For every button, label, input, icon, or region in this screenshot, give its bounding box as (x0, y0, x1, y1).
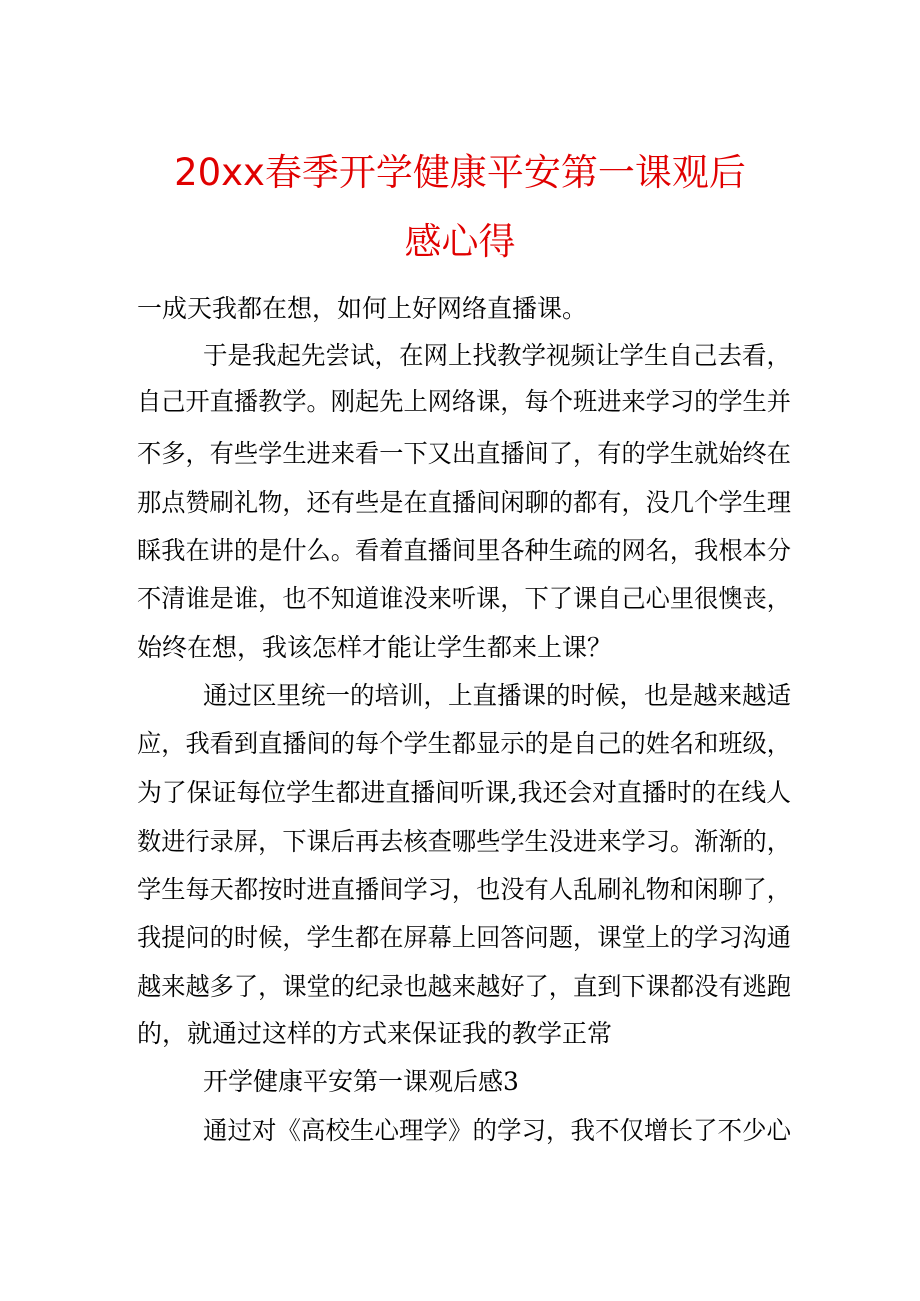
body-line: 那点赞刷礼物，还有些是在直播间闲聊的都有，没几个学生理 (137, 488, 792, 517)
body-line: 始终在想，我该怎样才能让学生都来上课？ (137, 633, 613, 662)
body-line: 于是我起先尝试，在网上找教学视频让学生自己去看， (203, 341, 792, 370)
document-title-line-1: 20xx春季开学健康平安第一课观后 (174, 151, 746, 194)
body-line: 通过区里统一的培训，上直播课的时候，也是越来越适 (203, 681, 792, 710)
body-line: 一成天我都在想，如何上好网络直播课。 (137, 294, 588, 323)
body-line: 我提问的时候，学生都在屏幕上回答问题，课堂上的学习沟通 (137, 923, 792, 952)
body-line: 通过对《高校生心理学》的学习，我不仅增长了不少心 (203, 1116, 792, 1145)
section-heading: 开学健康平安第一课观后感3 (203, 1067, 519, 1096)
body-line: 学生每天都按时进直播间学习，也没有人乱刷礼物和闲聊了， (137, 875, 792, 904)
body-line: 数进行录屏，下课后再去核查哪些学生没进来学习。渐渐的， (137, 827, 792, 856)
body-line: 睬我在讲的是什么。看着直播间里各种生疏的网名，我根本分 (137, 536, 792, 565)
document-title-line-2: 感心得 (404, 220, 516, 263)
body-line: 自己开直播教学。刚起先上网络课，每个班进来学习的学生并 (137, 387, 792, 416)
body-line: 为了保证每位学生都进直播间听课,我还会对直播时的在线人 (137, 778, 791, 807)
body-line: 的，就通过这样的方式来保证我的教学正常 (137, 1019, 613, 1048)
body-line: 越来越多了，课堂的纪录也越来越好了，直到下课都没有逃跑 (137, 972, 792, 1001)
body-line: 应，我看到直播间的每个学生都显示的是自己的姓名和班级， (137, 729, 792, 758)
body-line: 不多，有些学生进来看一下又出直播间了，有的学生就始终在 (137, 439, 792, 468)
body-line: 不清谁是谁，也不知道谁没来听课，下了课自己心里很懊丧， (137, 584, 792, 613)
